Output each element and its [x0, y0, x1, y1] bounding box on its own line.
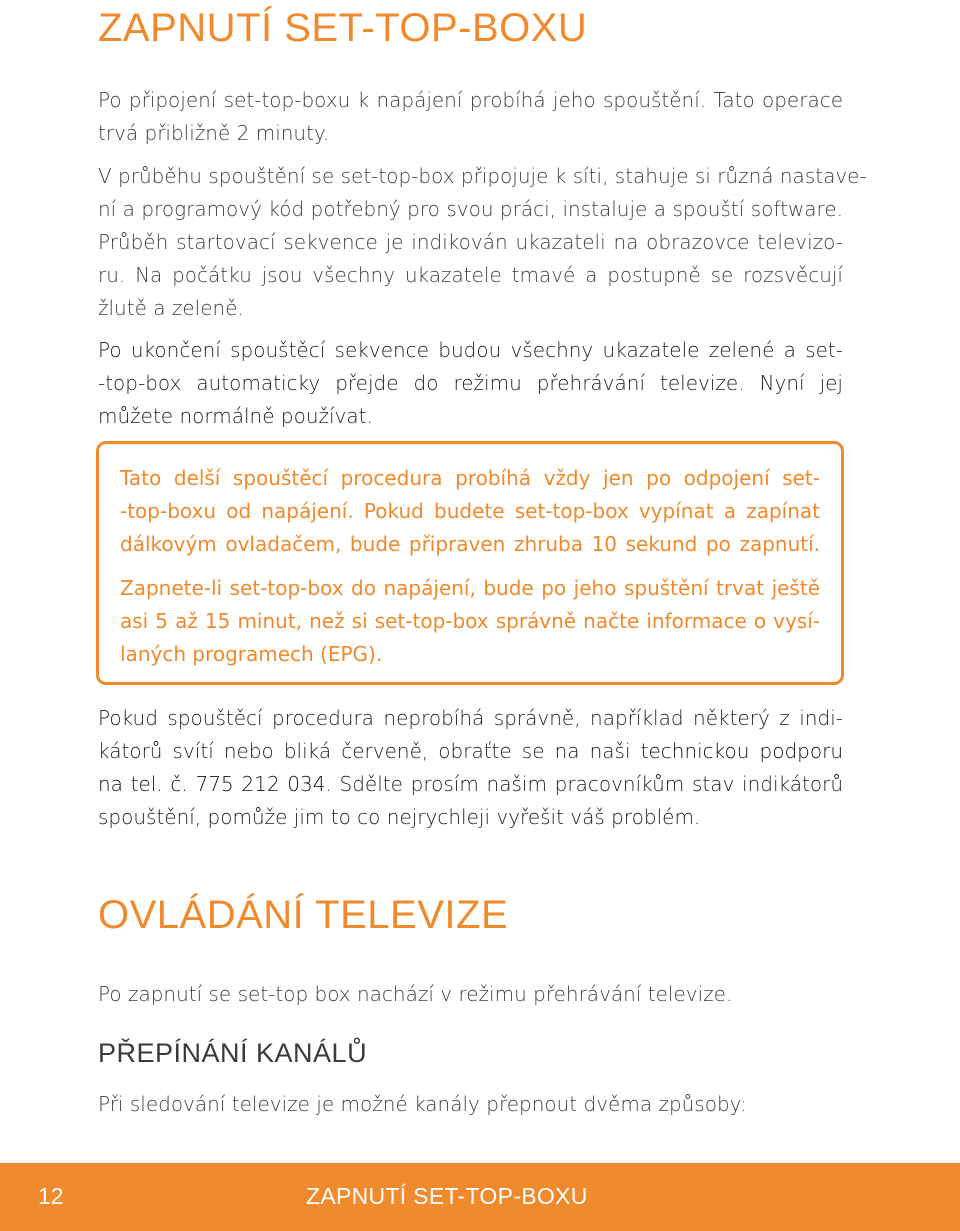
- support-paragraph: [98, 702, 843, 834]
- subsection-intro: [98, 1088, 843, 1121]
- startup-sequence-paragraph: [98, 160, 867, 325]
- subsection-title: PŘEPÍNÁNÍ KANÁLŮ: [98, 1038, 368, 1068]
- notice-paragraph: [120, 462, 820, 561]
- paragraph-line: ní a programový kód potřebný pro svou práci, instaluje a spouští software.: [98, 197, 843, 221]
- paragraph-line: [98, 735, 843, 768]
- section-title: OVLÁDÁNÍ TELEVIZE: [98, 893, 509, 937]
- paragraph-line: žlutě a zeleně.: [98, 296, 244, 320]
- paragraph-line: Pokud spouštěcí procedura neprobíhá správně, například některý z indi-: [98, 706, 843, 730]
- intro-paragraph: [98, 84, 843, 150]
- paragraph-line: Průběh startovací sekvence je indikován ukazateli na obrazovce televizo-: [98, 230, 843, 254]
- paragraph-line: [98, 768, 843, 801]
- paragraph-line: Po zapnutí se set-top box nachází v režimu přehrávání televize.: [98, 982, 733, 1006]
- page-footer: [0, 1163, 960, 1231]
- section-intro: [98, 978, 843, 1011]
- notice-line: dálkovým ovladačem, bude připraven zhruba 10 sekund po zapnutí.: [120, 532, 820, 556]
- paragraph-line: V průběhu spouštění se set-top-box připojuje k síti, stahuje si různá nastave-: [98, 164, 867, 188]
- notice-paragraph: [120, 572, 820, 671]
- notice-line: laných programech (EPG).: [120, 642, 383, 666]
- paragraph-line: spouštění, pomůže jim to co nejrychleji vyřešit váš problém.: [98, 805, 701, 829]
- notice-line: Tato delší spouštěcí procedura probíhá vždy jen po odpojení set-: [120, 466, 820, 490]
- support-text: . Sdělte prosím našim pracovníkům stav indikátorů: [325, 772, 843, 796]
- notice-line: asi 5 až 15 minut, než si set-top-box správně načte informace o vysí-: [120, 609, 820, 633]
- technical-support-link[interactable]: technickou podporu: [640, 739, 843, 763]
- paragraph-line: trvá přibližně 2 minuty.: [98, 121, 330, 145]
- notice-line: -top-boxu od napájení. Pokud budete set-top-box vypínat a zapínat: [120, 499, 820, 523]
- paragraph-line: můžete normálně používat.: [98, 404, 373, 428]
- notice-line: Zapnete-li set-top-box do napájení, bude po jeho spuštění trvat ještě: [120, 576, 820, 600]
- paragraph-line: -top-box automaticky přejde do režimu přehrávání televize. Nyní jej: [98, 371, 843, 395]
- completion-paragraph: [98, 334, 843, 433]
- notice-box: [96, 441, 844, 685]
- footer-title: ZAPNUTÍ SET-TOP-BOXU: [306, 1183, 588, 1209]
- support-phone-link[interactable]: na tel. č. 775 212 034: [98, 772, 326, 796]
- paragraph-line: ru. Na počátku jsou všechny ukazatele tmavé a postupně se rozsvěcují: [98, 263, 843, 287]
- support-text: kátorů svítí nebo bliká červeně, obraťte se na naši: [98, 739, 641, 763]
- page-number: 12: [38, 1183, 64, 1209]
- paragraph-line: Po připojení set-top-boxu k napájení probíhá jeho spouštění. Tato operace: [98, 88, 843, 112]
- paragraph-line: Po ukončení spouštěcí sekvence budou všechny ukazatele zelené a set-: [98, 338, 843, 362]
- paragraph-line: Při sledování televize je možné kanály přepnout dvěma způsoby:: [98, 1092, 747, 1116]
- page-title: ZAPNUTÍ SET-TOP-BOXU: [98, 6, 588, 50]
